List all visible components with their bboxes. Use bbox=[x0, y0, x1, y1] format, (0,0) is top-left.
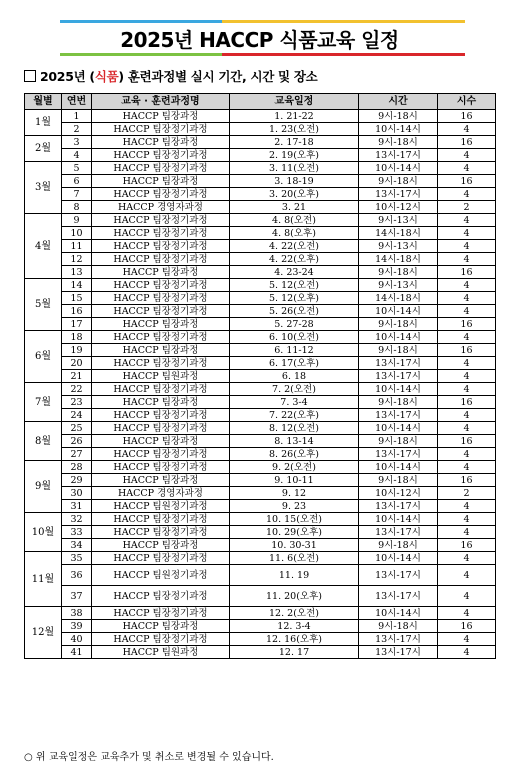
cell-time: 13시-17시 bbox=[359, 586, 438, 607]
cell-course: HACCP 팀장정기과정 bbox=[92, 422, 230, 435]
cell-number: 18 bbox=[62, 331, 92, 344]
cell-course: HACCP 팀원과정 bbox=[92, 370, 230, 383]
cell-time: 10시-14시 bbox=[359, 607, 438, 620]
cell-hours: 4 bbox=[438, 331, 496, 344]
cell-time: 13시-17시 bbox=[359, 500, 438, 513]
cell-hours: 4 bbox=[438, 383, 496, 396]
cell-hours: 4 bbox=[438, 552, 496, 565]
cell-hours: 16 bbox=[438, 474, 496, 487]
table-row bbox=[25, 344, 496, 357]
cell-schedule: 5. 26(오전) bbox=[230, 305, 359, 318]
cell-hours: 4 bbox=[438, 357, 496, 370]
cell-hours: 4 bbox=[438, 305, 496, 318]
cell-schedule: 3. 20(오후) bbox=[230, 188, 359, 201]
cell-schedule: 5. 12(오후) bbox=[230, 292, 359, 305]
cell-schedule: 8. 12(오전) bbox=[230, 422, 359, 435]
cell-course: HACCP 팀장과정 bbox=[92, 539, 230, 552]
table-header-row bbox=[25, 94, 496, 110]
section-heading-suffix: ) 훈련과정별 실시 기간, 시간 및 장소 bbox=[118, 69, 318, 84]
cell-hours: 4 bbox=[438, 409, 496, 422]
cell-number: 35 bbox=[62, 552, 92, 565]
cell-hours: 16 bbox=[438, 539, 496, 552]
cell-hours: 4 bbox=[438, 448, 496, 461]
footnote: ○ 위 교육일정은 교육추가 및 취소로 변경될 수 있습니다. bbox=[24, 752, 274, 763]
cell-number: 4 bbox=[62, 149, 92, 162]
cell-course: HACCP 팀장정기과정 bbox=[92, 448, 230, 461]
cell-schedule: 9. 12 bbox=[230, 487, 359, 500]
cell-time: 9시-18시 bbox=[359, 136, 438, 149]
cell-time: 10시-14시 bbox=[359, 513, 438, 526]
cell-month: 7월 bbox=[25, 383, 62, 422]
cell-course: HACCP 팀장정기과정 bbox=[92, 227, 230, 240]
cell-number: 12 bbox=[62, 253, 92, 266]
color-bar-red bbox=[222, 53, 465, 56]
cell-number: 5 bbox=[62, 162, 92, 175]
cell-time: 9시-18시 bbox=[359, 110, 438, 123]
cell-number: 22 bbox=[62, 383, 92, 396]
cell-hours: 4 bbox=[438, 214, 496, 227]
cell-schedule: 10. 30-31 bbox=[230, 539, 359, 552]
cell-number: 7 bbox=[62, 188, 92, 201]
cell-schedule: 12. 2(오전) bbox=[230, 607, 359, 620]
cell-course: HACCP 팀원정기과정 bbox=[92, 565, 230, 586]
section-heading-prefix: 2025년 ( bbox=[40, 69, 95, 84]
cell-hours: 4 bbox=[438, 633, 496, 646]
cell-month: 11월 bbox=[25, 552, 62, 607]
cell-hours: 4 bbox=[438, 422, 496, 435]
cell-time: 10시-14시 bbox=[359, 552, 438, 565]
cell-schedule: 4. 23-24 bbox=[230, 266, 359, 279]
cell-number: 17 bbox=[62, 318, 92, 331]
cell-number: 34 bbox=[62, 539, 92, 552]
cell-hours: 4 bbox=[438, 149, 496, 162]
cell-schedule: 12. 3-4 bbox=[230, 620, 359, 633]
cell-time: 9시-18시 bbox=[359, 175, 438, 188]
table-row bbox=[25, 646, 496, 659]
header-schedule: 교육일정 bbox=[230, 94, 359, 110]
cell-course: HACCP 경영자과정 bbox=[92, 487, 230, 500]
table-row bbox=[25, 633, 496, 646]
cell-time: 14시-18시 bbox=[359, 227, 438, 240]
cell-course: HACCP 팀원과정 bbox=[92, 646, 230, 659]
cell-number: 20 bbox=[62, 357, 92, 370]
header-time: 시간 bbox=[359, 94, 438, 110]
section-heading bbox=[24, 67, 317, 85]
cell-schedule: 4. 22(오후) bbox=[230, 253, 359, 266]
cell-hours: 4 bbox=[438, 586, 496, 607]
cell-number: 8 bbox=[62, 201, 92, 214]
cell-hours: 4 bbox=[438, 240, 496, 253]
cell-schedule: 10. 29(오후) bbox=[230, 526, 359, 539]
table-row bbox=[25, 409, 496, 422]
header-hours: 시수 bbox=[438, 94, 496, 110]
cell-schedule: 6. 18 bbox=[230, 370, 359, 383]
cell-hours: 4 bbox=[438, 227, 496, 240]
cell-course: HACCP 팀장정기과정 bbox=[92, 279, 230, 292]
cell-schedule: 9. 10-11 bbox=[230, 474, 359, 487]
cell-schedule: 5. 27-28 bbox=[230, 318, 359, 331]
cell-schedule: 3. 21 bbox=[230, 201, 359, 214]
cell-number: 37 bbox=[62, 586, 92, 607]
schedule-table bbox=[24, 93, 496, 659]
table-row bbox=[25, 487, 496, 500]
cell-month: 9월 bbox=[25, 461, 62, 513]
cell-hours: 16 bbox=[438, 266, 496, 279]
cell-time: 10시-14시 bbox=[359, 331, 438, 344]
cell-number: 25 bbox=[62, 422, 92, 435]
cell-course: HACCP 팀장과정 bbox=[92, 110, 230, 123]
cell-course: HACCP 팀장과정 bbox=[92, 435, 230, 448]
cell-number: 21 bbox=[62, 370, 92, 383]
cell-hours: 16 bbox=[438, 435, 496, 448]
table-row bbox=[25, 149, 496, 162]
table-row bbox=[25, 500, 496, 513]
cell-hours: 16 bbox=[438, 175, 496, 188]
cell-hours: 4 bbox=[438, 565, 496, 586]
cell-number: 1 bbox=[62, 110, 92, 123]
table-row bbox=[25, 240, 496, 253]
cell-number: 39 bbox=[62, 620, 92, 633]
cell-number: 11 bbox=[62, 240, 92, 253]
table-row bbox=[25, 539, 496, 552]
cell-schedule: 2. 17-18 bbox=[230, 136, 359, 149]
cell-number: 13 bbox=[62, 266, 92, 279]
cell-number: 40 bbox=[62, 633, 92, 646]
cell-number: 36 bbox=[62, 565, 92, 586]
cell-course: HACCP 팀장정기과정 bbox=[92, 149, 230, 162]
cell-hours: 4 bbox=[438, 292, 496, 305]
table-row bbox=[25, 448, 496, 461]
cell-number: 10 bbox=[62, 227, 92, 240]
cell-time: 9시-13시 bbox=[359, 279, 438, 292]
cell-course: HACCP 팀장정기과정 bbox=[92, 214, 230, 227]
cell-schedule: 7. 2(오전) bbox=[230, 383, 359, 396]
table-row bbox=[25, 435, 496, 448]
cell-number: 19 bbox=[62, 344, 92, 357]
table-row bbox=[25, 175, 496, 188]
cell-number: 30 bbox=[62, 487, 92, 500]
cell-time: 9시-13시 bbox=[359, 240, 438, 253]
cell-time: 9시-18시 bbox=[359, 435, 438, 448]
cell-course: HACCP 팀장과정 bbox=[92, 136, 230, 149]
cell-hours: 4 bbox=[438, 526, 496, 539]
table-row bbox=[25, 305, 496, 318]
table-row bbox=[25, 162, 496, 175]
cell-number: 29 bbox=[62, 474, 92, 487]
cell-hours: 4 bbox=[438, 162, 496, 175]
table-row bbox=[25, 292, 496, 305]
cell-schedule: 11. 6(오전) bbox=[230, 552, 359, 565]
section-heading-highlight: 식품 bbox=[94, 69, 119, 84]
cell-time: 9시-18시 bbox=[359, 344, 438, 357]
cell-course: HACCP 팀장정기과정 bbox=[92, 292, 230, 305]
table-row bbox=[25, 383, 496, 396]
cell-number: 23 bbox=[62, 396, 92, 409]
color-bar-blue bbox=[60, 20, 222, 23]
cell-schedule: 5. 12(오전) bbox=[230, 279, 359, 292]
cell-course: HACCP 팀장과정 bbox=[92, 620, 230, 633]
cell-time: 13시-17시 bbox=[359, 409, 438, 422]
cell-schedule: 4. 8(오전) bbox=[230, 214, 359, 227]
table-row bbox=[25, 513, 496, 526]
cell-time: 9시-18시 bbox=[359, 396, 438, 409]
cell-schedule: 6. 11-12 bbox=[230, 344, 359, 357]
cell-time: 9시-13시 bbox=[359, 214, 438, 227]
cell-schedule: 4. 8(오후) bbox=[230, 227, 359, 240]
cell-number: 9 bbox=[62, 214, 92, 227]
table-row bbox=[25, 331, 496, 344]
cell-course: HACCP 팀장정기과정 bbox=[92, 607, 230, 620]
cell-hours: 16 bbox=[438, 344, 496, 357]
cell-hours: 4 bbox=[438, 279, 496, 292]
cell-hours: 4 bbox=[438, 500, 496, 513]
table-row bbox=[25, 136, 496, 149]
cell-course: HACCP 팀장정기과정 bbox=[92, 461, 230, 474]
cell-time: 9시-18시 bbox=[359, 318, 438, 331]
table-row bbox=[25, 526, 496, 539]
cell-number: 14 bbox=[62, 279, 92, 292]
cell-month: 1월 bbox=[25, 110, 62, 136]
cell-number: 31 bbox=[62, 500, 92, 513]
checkbox-square-icon bbox=[24, 70, 36, 82]
cell-course: HACCP 경영자과정 bbox=[92, 201, 230, 214]
cell-schedule: 8. 26(오후) bbox=[230, 448, 359, 461]
cell-course: HACCP 팀장정기과정 bbox=[92, 162, 230, 175]
cell-hours: 4 bbox=[438, 646, 496, 659]
table-row bbox=[25, 214, 496, 227]
table-row bbox=[25, 201, 496, 214]
cell-month: 3월 bbox=[25, 162, 62, 214]
table-row bbox=[25, 422, 496, 435]
header-course: 교육 · 훈련과정명 bbox=[92, 94, 230, 110]
cell-time: 10시-14시 bbox=[359, 461, 438, 474]
cell-schedule: 3. 11(오전) bbox=[230, 162, 359, 175]
cell-time: 9시-18시 bbox=[359, 539, 438, 552]
cell-schedule: 8. 13-14 bbox=[230, 435, 359, 448]
cell-time: 13시-17시 bbox=[359, 188, 438, 201]
cell-month: 4월 bbox=[25, 214, 62, 279]
cell-number: 24 bbox=[62, 409, 92, 422]
cell-number: 38 bbox=[62, 607, 92, 620]
cell-schedule: 1. 23(오전) bbox=[230, 123, 359, 136]
cell-number: 33 bbox=[62, 526, 92, 539]
cell-hours: 4 bbox=[438, 253, 496, 266]
header-month: 월별 bbox=[25, 94, 62, 110]
table-row bbox=[25, 110, 496, 123]
cell-time: 13시-17시 bbox=[359, 370, 438, 383]
table-row bbox=[25, 318, 496, 331]
cell-schedule: 4. 22(오전) bbox=[230, 240, 359, 253]
cell-time: 9시-18시 bbox=[359, 266, 438, 279]
table-row bbox=[25, 227, 496, 240]
cell-schedule: 11. 19 bbox=[230, 565, 359, 586]
cell-time: 13시-17시 bbox=[359, 633, 438, 646]
cell-time: 13시-17시 bbox=[359, 646, 438, 659]
cell-schedule: 11. 20(오후) bbox=[230, 586, 359, 607]
table-row bbox=[25, 474, 496, 487]
table-body bbox=[25, 110, 496, 659]
cell-course: HACCP 팀장정기과정 bbox=[92, 513, 230, 526]
table-row bbox=[25, 396, 496, 409]
cell-schedule: 9. 2(오전) bbox=[230, 461, 359, 474]
cell-time: 10시-12시 bbox=[359, 201, 438, 214]
table-row bbox=[25, 620, 496, 633]
cell-time: 10시-14시 bbox=[359, 162, 438, 175]
cell-hours: 16 bbox=[438, 136, 496, 149]
cell-number: 6 bbox=[62, 175, 92, 188]
cell-schedule: 7. 3-4 bbox=[230, 396, 359, 409]
cell-course: HACCP 팀장정기과정 bbox=[92, 357, 230, 370]
cell-time: 10시-14시 bbox=[359, 123, 438, 136]
cell-course: HACCP 팀장정기과정 bbox=[92, 526, 230, 539]
color-bar-yellow bbox=[222, 20, 465, 23]
cell-course: HACCP 팀장정기과정 bbox=[92, 240, 230, 253]
cell-course: HACCP 팀장과정 bbox=[92, 344, 230, 357]
header-number: 연번 bbox=[62, 94, 92, 110]
cell-course: HACCP 팀장정기과정 bbox=[92, 253, 230, 266]
cell-hours: 4 bbox=[438, 461, 496, 474]
cell-schedule: 6. 10(오전) bbox=[230, 331, 359, 344]
cell-month: 5월 bbox=[25, 279, 62, 331]
cell-schedule: 9. 23 bbox=[230, 500, 359, 513]
cell-schedule: 7. 22(오후) bbox=[230, 409, 359, 422]
cell-number: 3 bbox=[62, 136, 92, 149]
cell-time: 13시-17시 bbox=[359, 149, 438, 162]
table-row bbox=[25, 461, 496, 474]
table-row bbox=[25, 123, 496, 136]
cell-hours: 16 bbox=[438, 620, 496, 633]
cell-course: HACCP 팀장정기과정 bbox=[92, 188, 230, 201]
table-row bbox=[25, 253, 496, 266]
cell-number: 26 bbox=[62, 435, 92, 448]
page-title: 2025년 HACCP 식품교육 일정 bbox=[120, 28, 399, 52]
cell-hours: 16 bbox=[438, 318, 496, 331]
color-bar-green bbox=[60, 53, 222, 56]
cell-month: 6월 bbox=[25, 331, 62, 383]
table-row bbox=[25, 552, 496, 565]
cell-month: 2월 bbox=[25, 136, 62, 162]
cell-time: 13시-17시 bbox=[359, 357, 438, 370]
cell-time: 14시-18시 bbox=[359, 292, 438, 305]
cell-number: 41 bbox=[62, 646, 92, 659]
cell-course: HACCP 팀장과정 bbox=[92, 175, 230, 188]
title-top-color-bar bbox=[60, 20, 465, 23]
cell-month: 10월 bbox=[25, 513, 62, 552]
cell-course: HACCP 팀장정기과정 bbox=[92, 305, 230, 318]
table-row bbox=[25, 607, 496, 620]
cell-course: HACCP 팀장과정 bbox=[92, 318, 230, 331]
cell-hours: 16 bbox=[438, 396, 496, 409]
cell-course: HACCP 팀장정기과정 bbox=[92, 633, 230, 646]
cell-course: HACCP 팀장과정 bbox=[92, 474, 230, 487]
cell-hours: 4 bbox=[438, 607, 496, 620]
table-row bbox=[25, 370, 496, 383]
cell-course: HACCP 팀장정기과정 bbox=[92, 409, 230, 422]
cell-course: HACCP 팀장과정 bbox=[92, 266, 230, 279]
cell-schedule: 2. 19(오후) bbox=[230, 149, 359, 162]
cell-schedule: 10. 15(오전) bbox=[230, 513, 359, 526]
table-row bbox=[25, 279, 496, 292]
cell-time: 9시-18시 bbox=[359, 474, 438, 487]
cell-time: 10시-14시 bbox=[359, 383, 438, 396]
table-row bbox=[25, 565, 496, 586]
cell-hours: 4 bbox=[438, 513, 496, 526]
cell-schedule: 12. 16(오후) bbox=[230, 633, 359, 646]
cell-course: HACCP 팀장정기과정 bbox=[92, 123, 230, 136]
cell-time: 13시-17시 bbox=[359, 526, 438, 539]
cell-hours: 4 bbox=[438, 123, 496, 136]
table-row bbox=[25, 188, 496, 201]
cell-time: 13시-17시 bbox=[359, 448, 438, 461]
cell-time: 13시-17시 bbox=[359, 565, 438, 586]
cell-course: HACCP 팀장정기과정 bbox=[92, 383, 230, 396]
cell-course: HACCP 팀장정기과정 bbox=[92, 552, 230, 565]
cell-schedule: 3. 18-19 bbox=[230, 175, 359, 188]
cell-time: 14시-18시 bbox=[359, 253, 438, 266]
cell-number: 15 bbox=[62, 292, 92, 305]
cell-hours: 4 bbox=[438, 188, 496, 201]
table-row bbox=[25, 266, 496, 279]
cell-number: 2 bbox=[62, 123, 92, 136]
cell-course: HACCP 팀장정기과정 bbox=[92, 331, 230, 344]
cell-hours: 2 bbox=[438, 487, 496, 500]
cell-hours: 2 bbox=[438, 201, 496, 214]
title-bottom-color-bar bbox=[60, 53, 465, 56]
table-row bbox=[25, 357, 496, 370]
cell-hours: 16 bbox=[438, 110, 496, 123]
cell-number: 27 bbox=[62, 448, 92, 461]
cell-month: 12월 bbox=[25, 607, 62, 659]
cell-time: 9시-18시 bbox=[359, 620, 438, 633]
cell-schedule: 6. 17(오후) bbox=[230, 357, 359, 370]
cell-hours: 4 bbox=[438, 370, 496, 383]
cell-course: HACCP 팀장과정 bbox=[92, 396, 230, 409]
cell-time: 10시-14시 bbox=[359, 305, 438, 318]
cell-time: 10시-12시 bbox=[359, 487, 438, 500]
cell-schedule: 12. 17 bbox=[230, 646, 359, 659]
cell-time: 10시-14시 bbox=[359, 422, 438, 435]
cell-month: 8월 bbox=[25, 422, 62, 461]
cell-number: 32 bbox=[62, 513, 92, 526]
cell-number: 28 bbox=[62, 461, 92, 474]
cell-course: HACCP 팀장정기과정 bbox=[92, 586, 230, 607]
cell-course: HACCP 팀원정기과정 bbox=[92, 500, 230, 513]
cell-number: 16 bbox=[62, 305, 92, 318]
table-row bbox=[25, 586, 496, 607]
cell-schedule: 1. 21-22 bbox=[230, 110, 359, 123]
